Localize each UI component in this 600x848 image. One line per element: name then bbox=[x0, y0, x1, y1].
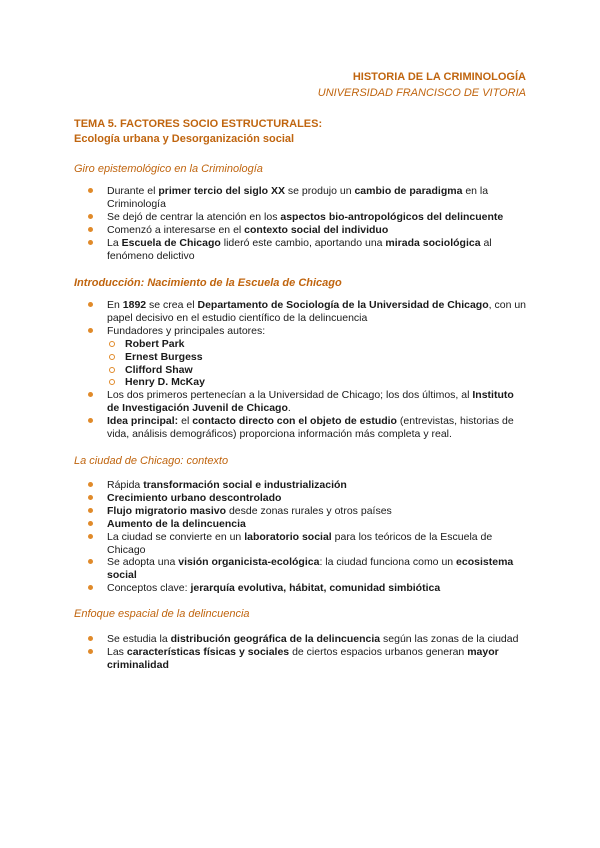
list-item: Los dos primeros pertenecían a la Universidad de Chicago; los dos últimos, al Instituto de Investigación Juvenil de Chicago. bbox=[88, 389, 528, 415]
list-item: Flujo migratorio masivo desde zonas rurales y otros países bbox=[88, 505, 528, 518]
course-title: HISTORIA DE LA CRIMINOLOGÍA bbox=[352, 71, 526, 83]
list-item: Crecimiento urbano descontrolado bbox=[88, 492, 528, 505]
list-item: Idea principal: el contacto directo con el objeto de estudio (entrevistas, historias de vida, análisis demográficos) proporciona información más completa y real. bbox=[88, 415, 528, 441]
founder-item: Clifford Shaw bbox=[107, 364, 528, 377]
university-name: UNIVERSIDAD FRANCISCO DE VITORIA bbox=[317, 87, 526, 99]
list-item: Conceptos clave: jerarquía evolutiva, hábitat, comunidad simbiótica bbox=[88, 582, 528, 595]
circle-bullet-icon bbox=[109, 341, 115, 347]
bullet-icon bbox=[88, 534, 93, 539]
list-item: Durante el primer tercio del siglo XX se produjo un cambio de paradigma en la Criminología bbox=[88, 185, 528, 211]
bullet-icon bbox=[88, 188, 93, 193]
section-heading-intro: Introducción: Nacimiento de la Escuela de Chicago bbox=[74, 277, 342, 289]
list-item: La ciudad se convierte en un laboratorio social para los teóricos de la Escuela de Chicago bbox=[88, 531, 528, 557]
giro-list bbox=[88, 185, 528, 262]
bullet-icon bbox=[88, 328, 93, 333]
circle-bullet-icon bbox=[109, 379, 115, 385]
section-heading-ciudad: La ciudad de Chicago: contexto bbox=[74, 455, 229, 467]
list-item: Se dejó de centrar la atención en los aspectos bio-antropológicos del delincuente bbox=[88, 211, 528, 224]
bullet-icon bbox=[88, 521, 93, 526]
circle-bullet-icon bbox=[109, 354, 115, 360]
bullet-icon bbox=[88, 649, 93, 654]
bullet-icon bbox=[88, 636, 93, 641]
list-item: La Escuela de Chicago lideró este cambio, aportando una mirada sociológica al fenómeno delictivo bbox=[88, 237, 528, 263]
section-heading-enfoque: Enfoque espacial de la delincuencia bbox=[74, 608, 250, 620]
founder-item: Henry D. McKay bbox=[107, 376, 528, 389]
bullet-icon bbox=[88, 508, 93, 513]
section-heading-giro: Giro epistemológico en la Criminología bbox=[74, 163, 263, 175]
list-item: Aumento de la delincuencia bbox=[88, 518, 528, 531]
bullet-icon bbox=[88, 559, 93, 564]
bullet-icon bbox=[88, 227, 93, 232]
bullet-icon bbox=[88, 240, 93, 245]
founder-item: Ernest Burgess bbox=[107, 351, 528, 364]
enfoque-list bbox=[88, 633, 528, 672]
topic-subtitle: Ecología urbana y Desorganización social bbox=[74, 133, 295, 145]
list-item: Las características físicas y sociales de ciertos espacios urbanos generan mayor criminalidad bbox=[88, 646, 528, 672]
list-item: Se estudia la distribución geográfica de la delincuencia según las zonas de la ciudad bbox=[88, 633, 528, 646]
bullet-icon bbox=[88, 418, 93, 423]
founder-item: Robert Park bbox=[107, 338, 528, 351]
bullet-icon bbox=[88, 585, 93, 590]
list-item: En 1892 se crea el Departamento de Sociología de la Universidad de Chicago, con un papel decisivo en el estudio científico de la delincuencia bbox=[88, 299, 528, 325]
circle-bullet-icon bbox=[109, 367, 115, 373]
bullet-icon bbox=[88, 495, 93, 500]
bullet-icon bbox=[88, 482, 93, 487]
list-item: Se adopta una visión organicista-ecológica: la ciudad funciona como un ecosistema social bbox=[88, 556, 528, 582]
topic-title: TEMA 5. FACTORES SOCIO ESTRUCTURALES: bbox=[74, 118, 323, 130]
ciudad-list bbox=[88, 479, 528, 595]
bullet-icon bbox=[88, 214, 93, 219]
list-item: Comenzó a interesarse en el contexto social del individuo bbox=[88, 224, 528, 237]
founders-list bbox=[107, 338, 528, 390]
list-item: Rápida transformación social e industrialización bbox=[88, 479, 528, 492]
bullet-icon bbox=[88, 302, 93, 307]
intro-list bbox=[88, 299, 528, 441]
list-item: Fundadores y principales autores: Robert Park Ernest Burgess Clifford Shaw Henry D. McKay bbox=[88, 325, 528, 390]
bullet-icon bbox=[88, 392, 93, 397]
